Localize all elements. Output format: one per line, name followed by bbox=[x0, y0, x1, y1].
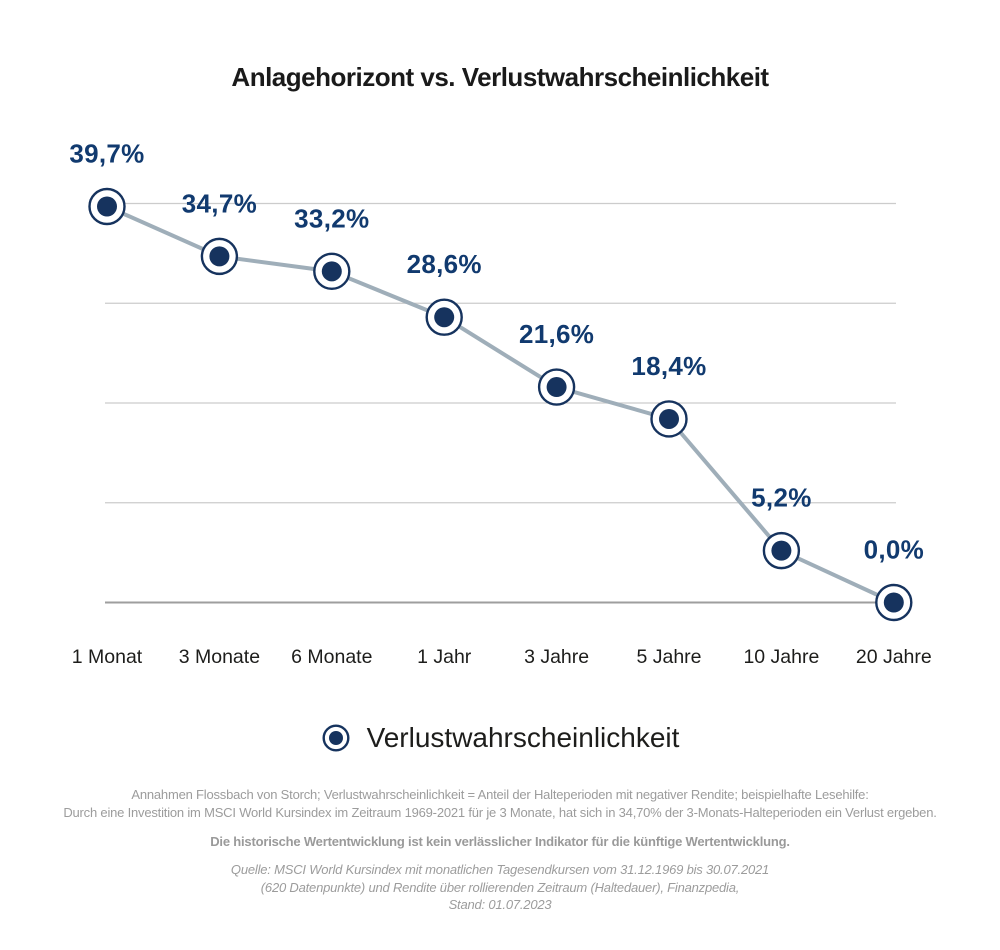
data-point-value-label: 28,6% bbox=[406, 249, 482, 280]
x-axis-tick-label: 3 Jahre bbox=[524, 646, 590, 668]
data-point-value-label: 0,0% bbox=[863, 534, 925, 565]
data-point-dot bbox=[884, 593, 904, 613]
data-point-dot bbox=[547, 377, 567, 397]
footnote-source bbox=[0, 861, 1000, 914]
data-point-value-label: 34,7% bbox=[181, 188, 258, 219]
footnote-assumptions-line1: Annahmen Flossbach von Storch; Verlustwahrscheinlichkeit = Anteil der Halteperioden mit negativer Rendite; beispielhafte Lesehilfe: bbox=[131, 787, 869, 802]
x-axis-tick-label: 1 Monat bbox=[71, 646, 143, 668]
chart-title: Anlagehorizont vs. Verlustwahrscheinlichkeit bbox=[231, 62, 769, 92]
x-axis-tick-label: 10 Jahre bbox=[743, 646, 820, 668]
footnote-assumptions bbox=[0, 786, 1000, 821]
x-axis-tick-label: 5 Jahre bbox=[636, 646, 702, 668]
legend bbox=[0, 722, 1000, 754]
x-axis-tick-label: 1 Jahr bbox=[417, 646, 472, 668]
legend-label: Verlustwahrscheinlichkeit bbox=[366, 722, 680, 753]
data-point-value-label: 39,7% bbox=[69, 138, 145, 169]
data-point-dot bbox=[209, 246, 229, 266]
data-point-dot bbox=[322, 261, 342, 281]
x-axis-tick-label: 3 Monate bbox=[178, 646, 261, 668]
footnote-source-line1: Quelle: MSCI World Kursindex mit monatlichen Tagesendkursen vom 31.12.1969 bis 30.07.2021 bbox=[230, 862, 770, 877]
legend-marker-icon bbox=[321, 723, 351, 753]
footnote-disclaimer: Die historische Wertentwicklung ist kein verlässlicher Indikator für die künftige Wertentwicklung. bbox=[210, 834, 790, 849]
data-point-dot bbox=[659, 409, 679, 429]
data-point-dot bbox=[434, 307, 454, 327]
data-point-value-label: 21,6% bbox=[518, 319, 595, 350]
loss-probability-line-chart bbox=[0, 130, 1000, 690]
footnote-assumptions-line2: Durch eine Investition im MSCI World Kursindex im Zeitraum 1969-2021 für je 3 Monate, hat sich in 34,70% der 3-Monats-Halteperioden ein Verlust ergeben. bbox=[63, 804, 937, 820]
x-axis-tick-label: 6 Monate bbox=[291, 646, 373, 668]
data-point-value-label: 33,2% bbox=[294, 203, 370, 234]
legend-marker-dot bbox=[329, 731, 343, 745]
footnote-source-line2: (620 Datenpunkte) und Rendite über rollierenden Zeitraum (Haltedauer), Finanzpedia, bbox=[260, 879, 740, 895]
data-point-dot bbox=[97, 196, 117, 216]
data-point-value-label: 5,2% bbox=[751, 482, 812, 513]
data-point-value-label: 18,4% bbox=[631, 350, 707, 381]
data-point-dot bbox=[771, 541, 791, 561]
footnote-source-line3: Stand: 01.07.2023 bbox=[448, 897, 552, 912]
x-axis-tick-label: 20 Jahre bbox=[855, 646, 932, 668]
